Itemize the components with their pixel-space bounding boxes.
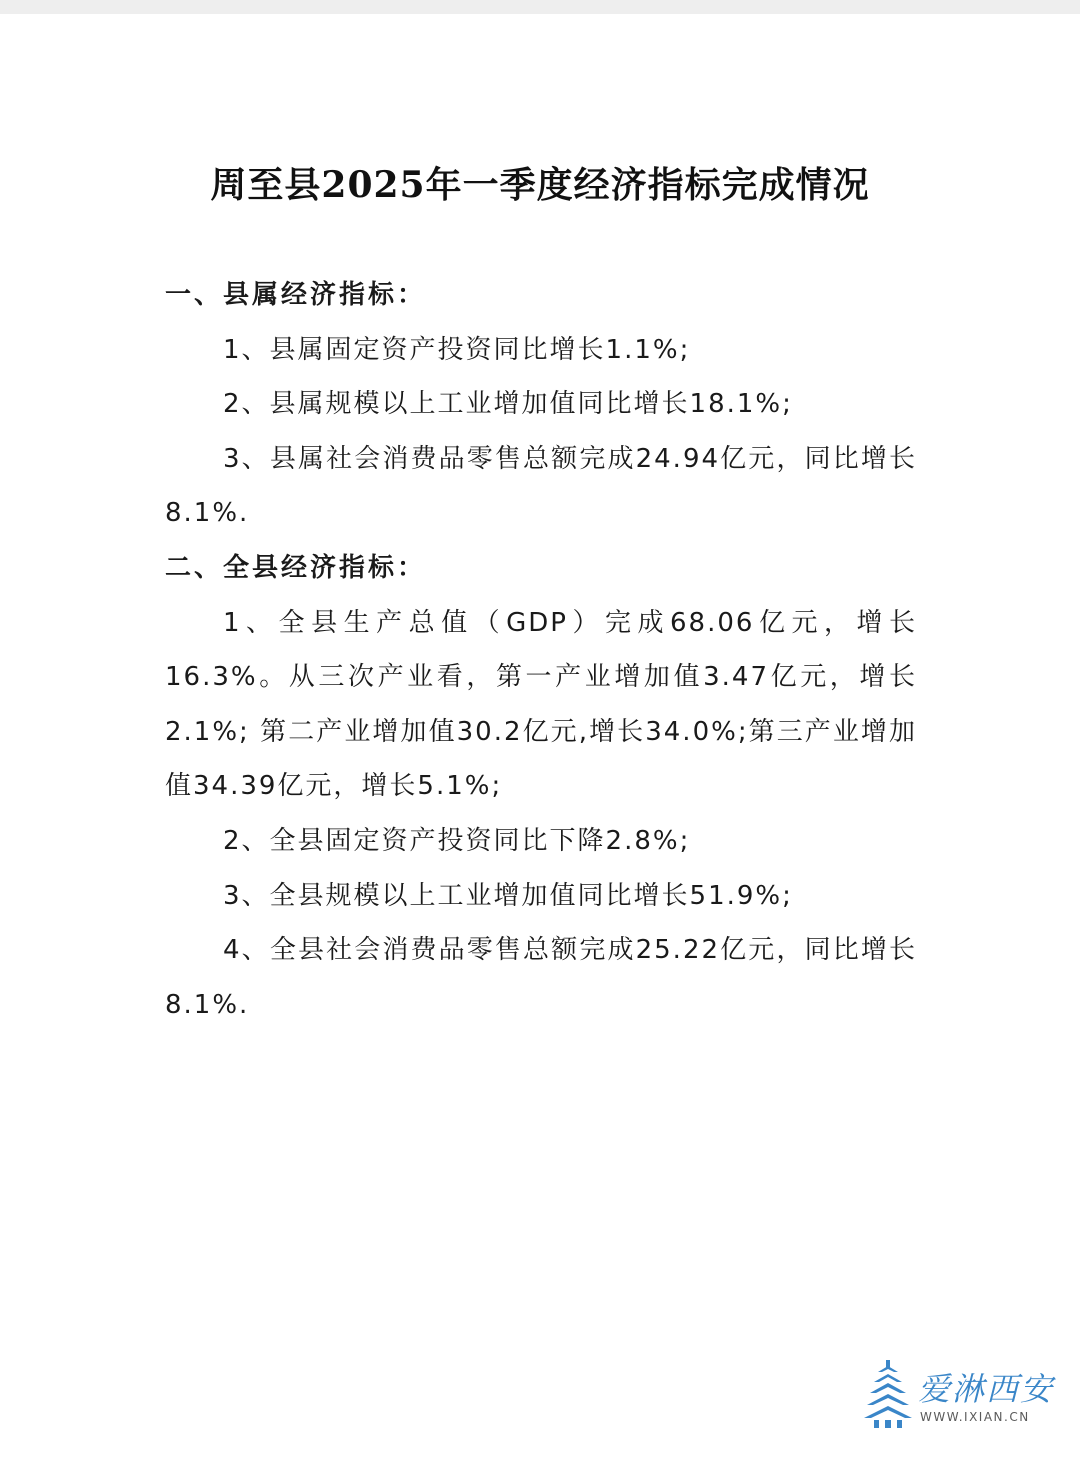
section-heading-whole-county: 二、全县经济指标： (165, 552, 427, 583)
list-item: 2、全县固定资产投资同比下降2.8%; (223, 825, 691, 856)
list-item: 3、全县规模以上工业增加值同比增长51.9%; (223, 880, 793, 911)
list-item: 4、全县社会消费品零售总额完成25.22亿元，同比增长8.1%. (165, 935, 917, 1020)
watermark (862, 1356, 1062, 1436)
list-item: 3、县属社会消费品零售总额完成24.94亿元，同比增长8.1%. (165, 443, 917, 529)
list-item: 2、县属规模以上工业增加值同比增长18.1%; (223, 389, 793, 420)
top-strip (0, 0, 1080, 14)
list-item: 1、全县生产总值（GDP）完成68.06亿元，增长16.3%。从三次产业看，第一产业增加值3.47亿元，增长2.1%; 第二产业增加值30.2亿元,增长34.0%;第三产业增加值34.39亿元，增长5.1%; (165, 607, 917, 802)
pagoda-icon (864, 1360, 912, 1428)
section-heading-county-owned: 一、县属经济指标： (165, 280, 427, 310)
list-item: 1、县属固定资产投资同比增长1.1%; (223, 334, 691, 365)
document-body (165, 268, 917, 1032)
watermark-name: 爱淋西安 (918, 1370, 1055, 1408)
document-title: 周至县2025年一季度经济指标完成情况 (210, 164, 870, 206)
watermark-url: WWW.IXIAN.CN (920, 1410, 1030, 1424)
